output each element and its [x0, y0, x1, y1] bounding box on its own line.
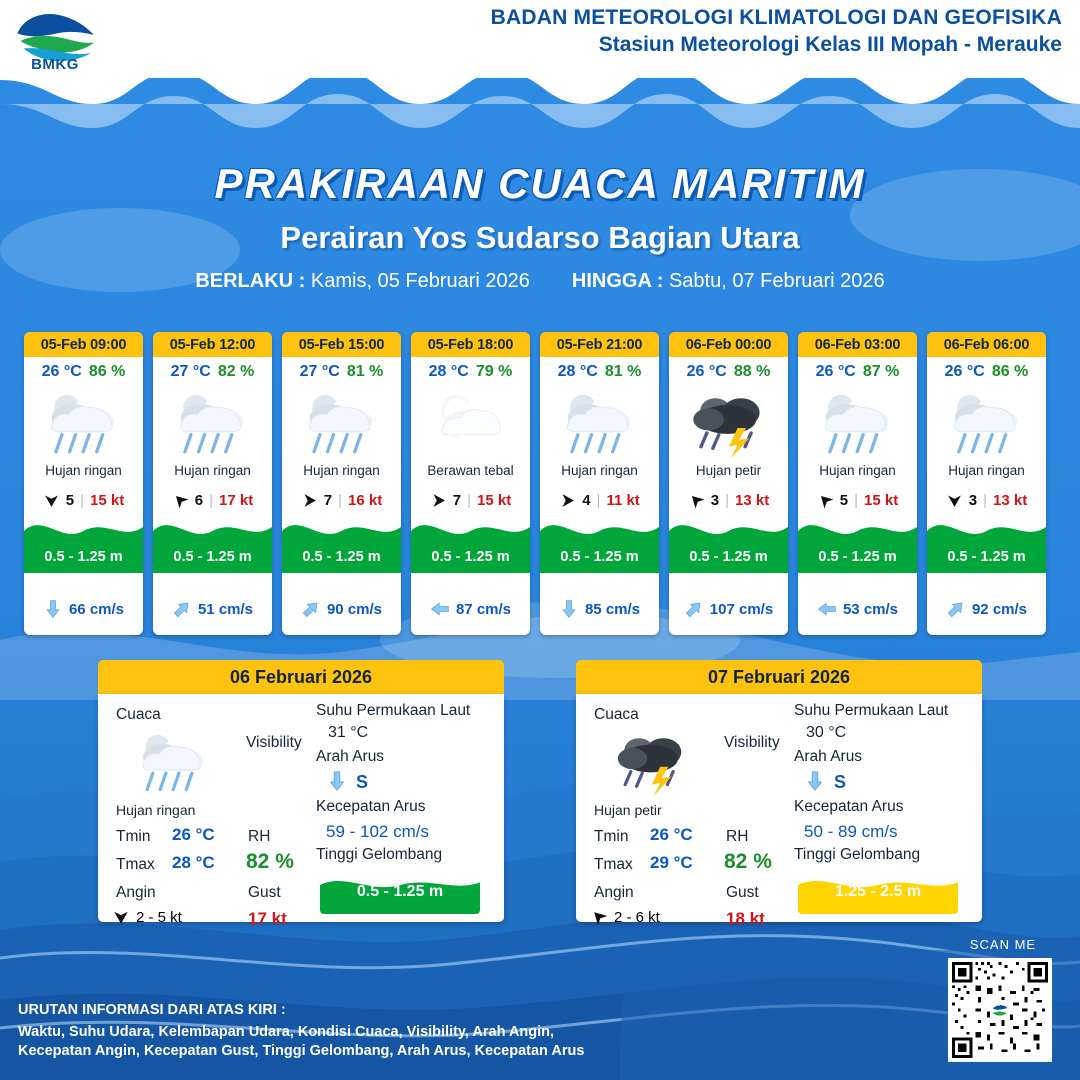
divider: |: [983, 492, 988, 509]
rain-light-icon: [807, 385, 909, 459]
valid-to: [572, 270, 885, 293]
current-direction-arrow-icon: [946, 599, 966, 619]
gust-label: Gust: [248, 884, 281, 901]
daily-wind-row: [112, 908, 182, 926]
cloudy-icon: [420, 385, 522, 459]
current-speed: 66 cm/s: [68, 600, 125, 618]
forecast-card-wind-row: [798, 492, 917, 509]
daily-panel: [576, 660, 982, 928]
relative-humidity: 88 %: [733, 363, 771, 380]
sst-value: 31 °C: [328, 724, 369, 741]
forecast-card-current-row: [927, 599, 1046, 619]
tmax-label: Tmax: [594, 856, 633, 873]
forecast-card-temp-row: [540, 357, 659, 383]
qr-block[interactable]: [948, 937, 1058, 1062]
weather-condition: Hujan ringan: [948, 463, 1025, 478]
validity-row: [0, 270, 1080, 293]
forecast-card-time: 06-Feb 06:00: [927, 332, 1046, 357]
weather-condition: Berawan tebal: [427, 463, 514, 478]
forecast-card-icon: [927, 383, 1046, 461]
tmin-value: 26 °C: [650, 825, 693, 844]
wind-scale: 7: [323, 492, 333, 509]
wind-speed: 13 kt: [735, 492, 770, 509]
wind-direction-arrow-icon: [946, 492, 963, 509]
forecast-card[interactable]: [24, 332, 143, 635]
forecast-card-current-row: [153, 599, 272, 619]
weather-condition: Hujan ringan: [174, 463, 251, 478]
forecast-card-time: 05-Feb 18:00: [411, 332, 530, 357]
wind-direction-arrow-icon: [301, 492, 318, 509]
legend-line-2: Kecepatan Angin, Kecepatan Gust, Tinggi Gelombang, Arah Arus, Kecepatan Arus: [18, 1043, 585, 1060]
relative-humidity: 79 %: [475, 363, 513, 380]
relative-humidity: 82 %: [217, 363, 255, 380]
thunderstorm-icon: [598, 726, 706, 796]
forecast-card[interactable]: [153, 332, 272, 635]
air-temperature: 26 °C: [815, 363, 856, 380]
wind-speed: 11 kt: [606, 492, 640, 509]
divider: |: [596, 492, 601, 509]
rain-light-icon: [162, 385, 264, 459]
daily-panel: [98, 660, 504, 928]
wind-direction-arrow-icon: [688, 492, 705, 509]
forecast-card-current-row: [24, 599, 143, 619]
legend-note: [18, 1001, 638, 1062]
relative-humidity: 81 %: [604, 363, 642, 380]
current-direction-value: S: [356, 772, 369, 792]
forecast-card-icon: [24, 383, 143, 461]
wind-speed: 13 kt: [993, 492, 1028, 509]
air-temperature: 26 °C: [686, 363, 727, 380]
forecast-card-wind-row: [927, 492, 1046, 509]
air-temperature: 28 °C: [428, 363, 469, 380]
current-speed: 92 cm/s: [971, 600, 1028, 618]
forecast-card-temp-row: [411, 357, 530, 383]
wind-speed: 17 kt: [219, 492, 254, 509]
header-bar: [0, 0, 1080, 78]
relative-humidity: 86 %: [88, 363, 126, 380]
forecast-card-icon: [153, 383, 272, 461]
valid-to-label: HINGGA :: [571, 270, 664, 292]
forecast-card-list: [24, 332, 1056, 635]
air-temperature: 27 °C: [299, 363, 340, 380]
wind-label: Angin: [116, 884, 156, 901]
wind-speed: 15 kt: [477, 492, 512, 509]
header-titles: [491, 6, 1062, 57]
wind-direction-arrow-icon: [43, 492, 60, 509]
wind-scale: 5: [839, 492, 849, 509]
thunderstorm-icon: [678, 385, 780, 459]
current-speed: 90 cm/s: [326, 600, 383, 618]
weather-condition: Hujan ringan: [819, 463, 896, 478]
forecast-card[interactable]: [411, 332, 530, 635]
current-direction-arrow-icon: [817, 599, 837, 619]
forecast-card-wind-row: [540, 492, 659, 509]
gust-value: 18 kt: [726, 909, 765, 928]
air-temperature: 28 °C: [557, 363, 598, 380]
forecast-card-current-row: [798, 599, 917, 619]
forecast-card-temp-row: [798, 357, 917, 383]
current-direction-arrow-icon: [430, 599, 450, 619]
visibility-label: Visibility: [724, 734, 780, 751]
divider: |: [338, 492, 343, 509]
agency-name: BADAN METEOROLOGI KLIMATOLOGI DAN GEOFISIKA: [490, 6, 1062, 29]
bmkg-logo-text: BMKG: [31, 56, 79, 73]
forecast-card-icon: [411, 383, 530, 461]
forecast-card-time: 06-Feb 00:00: [669, 332, 788, 357]
wind-direction-arrow-icon: [559, 492, 576, 509]
forecast-card-time: 05-Feb 12:00: [153, 332, 272, 357]
sst-value: 30 °C: [806, 724, 847, 741]
current-speed: 53 cm/s: [842, 600, 899, 618]
legend-line-1: Waktu, Suhu Udara, Kelembapan Udara, Kondisi Cuaca, Visibility, Arah Angin,: [18, 1023, 555, 1040]
rain-light-icon: [291, 385, 393, 459]
current-speed: 85 cm/s: [584, 600, 641, 618]
rh-value: 82 %: [724, 850, 772, 873]
tmax-value: 29 °C: [650, 853, 693, 872]
weather-condition: Hujan ringan: [561, 463, 638, 478]
daily-date: 07 Februari 2026: [576, 660, 982, 694]
wind-speed: 15 kt: [864, 492, 899, 509]
wind-direction-arrow-icon: [112, 908, 130, 926]
wind-label: Angin: [594, 884, 634, 901]
forecast-card-time: 05-Feb 15:00: [282, 332, 401, 357]
current-speed-value: 50 - 89 cm/s: [804, 822, 898, 841]
forecast-card-current-row: [669, 599, 788, 619]
wind-scale: 3: [968, 492, 978, 509]
wind-speed: 16 kt: [348, 492, 383, 509]
tmax-value: 28 °C: [172, 853, 215, 872]
current-direction-arrow-icon: [559, 599, 579, 619]
daily-wave-box: [798, 870, 958, 914]
air-temperature: 27 °C: [170, 363, 211, 380]
forecast-card-temp-row: [669, 357, 788, 383]
forecast-card-wind-row: [411, 492, 530, 509]
current-speed: 51 cm/s: [197, 600, 254, 618]
forecast-card-temp-row: [927, 357, 1046, 383]
current-direction-label: Arah Arus: [316, 748, 385, 765]
wind-direction-arrow-icon: [430, 492, 447, 509]
rh-label: RH: [726, 828, 749, 845]
wave-height: 0.5 - 1.25 m: [689, 549, 768, 565]
daily-weather-condition: Hujan petir: [594, 802, 662, 818]
current-direction-arrow-icon: [43, 599, 63, 619]
title-block: [0, 160, 1080, 293]
rain-light-icon: [120, 726, 228, 796]
air-temperature: 26 °C: [944, 363, 985, 380]
daily-body: [98, 694, 504, 928]
daily-body: [576, 694, 982, 928]
daily-date: 06 Februari 2026: [98, 660, 504, 694]
station-name: Stasiun Meteorologi Kelas III Mopah - Merauke: [598, 33, 1062, 56]
wave-height: 0.5 - 1.25 m: [431, 549, 510, 565]
wind-scale: 5: [65, 492, 75, 509]
forecast-card-current-row: [411, 599, 530, 619]
wave-height: 0.5 - 1.25 m: [818, 549, 897, 565]
wind-scale: 6: [194, 492, 204, 509]
daily-weather-condition: Hujan ringan: [116, 802, 196, 818]
forecast-card-temp-row: [24, 357, 143, 383]
daily-wave-box: [320, 870, 480, 914]
current-speed-label: Kecepatan Arus: [794, 798, 904, 815]
wave-height: 0.5 - 1.25 m: [44, 549, 123, 565]
wave-height-label: Tinggi Gelombang: [316, 846, 443, 863]
divider: |: [80, 492, 85, 509]
wave-height: 0.5 - 1.25 m: [302, 549, 381, 565]
current-direction-arrow-icon-wrap: [804, 770, 826, 797]
tmin-value: 26 °C: [172, 825, 215, 844]
forecast-card[interactable]: [798, 332, 917, 635]
relative-humidity: 81 %: [346, 363, 384, 380]
current-direction-arrow-icon-wrap: [326, 770, 348, 797]
tmax-label: Tmax: [116, 856, 155, 873]
forecast-card-wind-row: [669, 492, 788, 509]
relative-humidity: 87 %: [862, 363, 900, 380]
qr-code-image[interactable]: [948, 958, 1052, 1062]
daily-weather-label: Cuaca: [116, 706, 161, 723]
forecast-card-temp-row: [153, 357, 272, 383]
daily-wave-height: 0.5 - 1.25 m: [356, 883, 444, 900]
wind-direction-arrow-icon: [172, 492, 189, 509]
forecast-card-icon: [798, 383, 917, 461]
current-speed-label: Kecepatan Arus: [316, 798, 426, 815]
wave-height: 0.5 - 1.25 m: [173, 549, 252, 565]
tmin-label: Tmin: [594, 828, 629, 845]
daily-weather-label: Cuaca: [594, 706, 639, 723]
daily-weather-icon: [598, 726, 706, 796]
rh-label: RH: [248, 828, 271, 845]
current-direction-arrow-icon: [326, 770, 348, 792]
daily-wind-speed: 2 - 5 kt: [136, 908, 182, 926]
page-subtitle: Perairan Yos Sudarso Bagian Utara: [280, 220, 800, 255]
wave-height: 0.5 - 1.25 m: [560, 549, 639, 565]
forecast-card-icon: [540, 383, 659, 461]
wind-speed: 15 kt: [90, 492, 125, 509]
relative-humidity: 86 %: [991, 363, 1029, 380]
forecast-card-temp-row: [282, 357, 401, 383]
forecast-card-time: 05-Feb 21:00: [540, 332, 659, 357]
weather-condition: Hujan ringan: [45, 463, 122, 478]
forecast-card-time: 06-Feb 03:00: [798, 332, 917, 357]
current-speed: 107 cm/s: [709, 600, 774, 618]
current-direction-arrow-icon: [301, 599, 321, 619]
wind-scale: 3: [710, 492, 720, 509]
tmin-label: Tmin: [116, 828, 151, 845]
wind-scale: 4: [582, 492, 591, 509]
forecast-card-wind-row: [24, 492, 143, 509]
current-direction-arrow-icon: [684, 599, 704, 619]
divider: |: [209, 492, 214, 509]
visibility-label: Visibility: [246, 734, 302, 751]
forecast-card[interactable]: [282, 332, 401, 635]
scan-me-label: SCAN ME: [969, 937, 1037, 952]
divider: |: [854, 492, 859, 509]
current-direction-label: Arah Arus: [794, 748, 863, 765]
forecast-card-current-row: [540, 599, 659, 619]
sst-label: Suhu Permukaan Laut: [316, 702, 471, 719]
divider: |: [467, 492, 472, 509]
rain-light-icon: [33, 385, 135, 459]
divider: |: [725, 492, 730, 509]
current-direction-value: S: [834, 772, 847, 792]
weather-condition: Hujan petir: [695, 463, 762, 478]
valid-to-value: Sabtu, 07 Februari 2026: [668, 270, 885, 292]
forecast-card-icon: [669, 383, 788, 461]
wave-height-label: Tinggi Gelombang: [794, 846, 921, 863]
forecast-card[interactable]: [540, 332, 659, 635]
gust-label: Gust: [726, 884, 759, 901]
forecast-card-current-row: [282, 599, 401, 619]
gust-value: 17 kt: [248, 909, 287, 928]
wind-direction-arrow-icon: [817, 492, 834, 509]
forecast-card[interactable]: [669, 332, 788, 635]
wind-scale: 7: [452, 492, 462, 509]
forecast-card-wind-row: [282, 492, 401, 509]
valid-from: [195, 270, 530, 293]
daily-wind-row: [590, 908, 660, 926]
weather-condition: Hujan ringan: [303, 463, 380, 478]
air-temperature: 26 °C: [41, 363, 82, 380]
rain-light-icon: [549, 385, 651, 459]
daily-wave-height: 1.25 - 2.5 m: [834, 883, 922, 900]
forecast-card-time: 05-Feb 09:00: [24, 332, 143, 357]
rh-value: 82 %: [246, 850, 294, 873]
current-speed-value: 59 - 102 cm/s: [326, 822, 429, 841]
valid-from-value: Kamis, 05 Februari 2026: [310, 270, 530, 292]
current-speed: 87 cm/s: [455, 600, 512, 618]
current-direction-arrow-icon: [804, 770, 826, 792]
forecast-card-icon: [282, 383, 401, 461]
wave-height: 0.5 - 1.25 m: [947, 549, 1026, 565]
sst-label: Suhu Permukaan Laut: [794, 702, 949, 719]
valid-from-label: BERLAKU :: [195, 270, 306, 292]
page-title: PRAKIRAAN CUACA MARITIM: [214, 160, 866, 207]
current-direction-arrow-icon: [172, 599, 192, 619]
forecast-card[interactable]: [927, 332, 1046, 635]
wind-direction-arrow-icon: [590, 908, 608, 926]
daily-wind-speed: 2 - 6 kt: [614, 908, 660, 926]
legend-heading: URUTAN INFORMASI DARI ATAS KIRI :: [18, 1002, 286, 1019]
daily-weather-icon: [120, 726, 228, 796]
rain-light-icon: [936, 385, 1038, 459]
forecast-card-wind-row: [153, 492, 272, 509]
